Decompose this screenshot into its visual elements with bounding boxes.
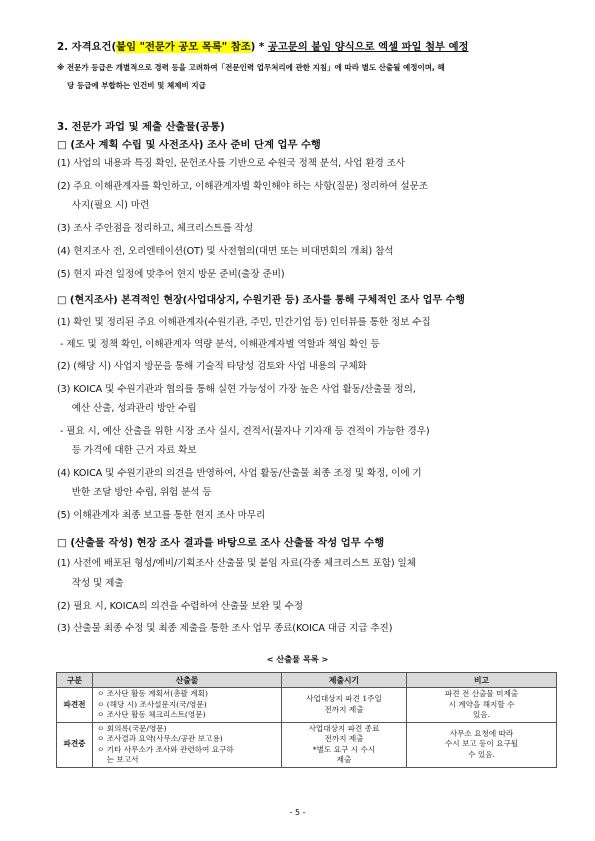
row-outputs	[93, 722, 282, 767]
header-category: 구분	[57, 673, 93, 688]
group-2-line: 반한 조달 방안 수립, 위험 분석 등	[57, 487, 212, 498]
deliverables-table	[56, 672, 557, 768]
remark-line: 수시 보고 등이 요구될	[444, 739, 519, 749]
group-2-line: (4) KOICA 및 수원기관의 의견을 반영하여, 사업 활동/산출물 최종 조정 및 확정, 이에 기	[57, 468, 422, 479]
group-1-line: (2) 주요 이해관계자를 확인하고, 이해관계자별 확인해야 하는 사항(질문) 정리하여 설문조	[57, 181, 428, 192]
group-1-line: (5) 현지 파견 일정에 맞추어 현지 방문 준비(출장 준비)	[57, 269, 285, 280]
section-2-highlight: 붙임 "전문가 공모 목록" 참조	[116, 41, 251, 53]
header-output: 산출물	[93, 673, 282, 688]
section-3-title: 3. 전문가 과업 및 제출 산출물(공통)	[57, 121, 225, 133]
group-1-line: (4) 현지조사 전, 오리엔테이션(OT) 및 사전협의(대면 또는 비대면회의 개최) 참석	[57, 246, 394, 257]
group-1-line: 사지(필요 시) 마련	[57, 200, 150, 211]
group-3-line: (2) 필요 시, KOICA의 의견을 수렴하여 산출물 보완 및 수정	[57, 601, 303, 612]
group-2-line: (2) (해당 시) 사업지 방문을 통해 기술적 타당성 검토와 사업 내용의 구체화	[57, 361, 367, 372]
section-2-suffix: ) *	[250, 41, 268, 53]
row-category: 파견중	[57, 722, 93, 767]
header-timing: 제출시기	[282, 673, 407, 688]
group-3-line: (3) 산출물 최종 수정 및 최종 제출을 통한 조사 업무 종료(KOICA 대금 지급 추진)	[57, 623, 393, 634]
remark-line: 시 계약을 해지할 수	[448, 699, 515, 709]
header-remarks: 비고	[407, 673, 557, 688]
output-item: ㅇ (해당 시) 조사설문지(국/영문)	[97, 699, 207, 709]
row-category: 파견전	[57, 688, 93, 723]
group-2-line: (3) KOICA 및 수원기관과 협의를 통해 실현 가능성이 가장 높은 사업 활동/산출물 정의,	[57, 384, 416, 395]
group-1-line: (3) 조사 주안점을 정리하고, 체크리스트를 작성	[57, 223, 254, 234]
group-2-line: (5) 이해관계자 최종 보고를 통한 현지 조사 마무리	[57, 510, 266, 521]
timing-line: *별도 요구 시 수시	[312, 744, 376, 754]
output-item: ㅇ 조사단 활동 계획서(총괄 계획)	[97, 689, 208, 698]
group-1-line: (1) 사업의 내용과 특징 확인, 문헌조사를 기반으로 수원국 정책 분석, 사업 환경 조사	[57, 158, 405, 169]
timing-line: 사업대상지 파견 1주일	[306, 694, 382, 704]
group-2-line: 등 가격에 대한 근거 자료 확보	[57, 445, 197, 456]
remark-line: 사무소 요청에 따라	[449, 728, 514, 738]
group-2-line: - 필요 시, 예산 산출을 위한 시장 조사 실시, 견적서(물자나 기자재 등 견적이 가능한 경우)	[57, 426, 430, 437]
output-item: ㅇ 조사결과 요약(사무소/공관 보고용)	[97, 734, 223, 743]
row-timing	[282, 722, 407, 767]
group-1-heading: □ (조사 계획 수립 및 사전조사) 조사 준비 단계 업무 수행	[57, 139, 321, 151]
timing-line: 사업대상지 파견 종료	[308, 723, 380, 733]
timing-line: 제출	[336, 755, 352, 764]
section-2-underlined-note: 공고문의 붙임 양식으로 엑셀 파일 첨부 예정	[267, 41, 469, 53]
remark-line: 수 있음.	[468, 749, 495, 759]
deliverables-caption: < 산출물 목록 >	[266, 654, 329, 664]
group-2-line: 예산 산출, 성과관리 방안 수립	[57, 403, 197, 414]
table-header-row	[57, 673, 557, 688]
group-3-line: (1) 사전에 배포된 형성/예비/기획조사 산출물 및 붙임 자료(각종 체크리스트 포함) 일체	[57, 558, 416, 569]
grade-note-line-1: ※ 전문가 등급은 개별적으로 경력 등을 고려하여「전문인력 업무처리에 관한 지침」에 따라 별도 산출될 예정이며, 해	[57, 63, 445, 72]
output-item: ㅇ 기타 사무소가 조사와 관련하여 요구하	[97, 744, 234, 754]
group-3-line: 작성 및 제출	[57, 578, 124, 589]
group-2-line: - 제도 및 정책 확인, 이해관계자 역량 분석, 이해관계자별 역할과 책임 확인 등	[57, 339, 380, 350]
group-3-heading: □ (산출물 작성) 현장 조사 결과를 바탕으로 조사 산출물 작성 업무 수행	[57, 537, 385, 549]
page-number: - 5 -	[289, 808, 306, 817]
grade-note-line-2: 당 등급에 부합하는 인건비 및 체제비 지급	[67, 81, 206, 90]
row-timing	[282, 688, 407, 723]
row-outputs	[93, 688, 282, 723]
remark-line: 있음.	[472, 710, 491, 719]
row-remarks	[407, 688, 557, 723]
timing-line: 전까지 제출	[324, 734, 364, 743]
section-2-heading	[57, 40, 468, 54]
table-row	[57, 722, 557, 767]
output-item: ㅇ 회의록(국문/영문)	[97, 723, 167, 733]
table-row	[57, 688, 557, 723]
group-2-heading: □ (현지조사) 본격적인 현장(사업대상지, 수원기관 등) 조사를 통해 구체적인 조사 업무 수행	[57, 295, 465, 306]
output-item: ㅇ 조사단 활동 체크리스트(영문)	[97, 710, 206, 719]
remark-line: 파견 전 산출물 미제출	[444, 689, 519, 698]
row-remarks	[407, 722, 557, 767]
timing-line: 전까지 제출	[324, 704, 364, 714]
section-2-prefix: 2. 자격요건(	[57, 41, 117, 53]
group-2-line: (1) 확인 및 정리된 주요 이해관계자(수원기관, 주민, 민간기업 등) 인터뷰를 통한 정보 수집	[57, 317, 431, 328]
output-item: 는 보고서	[97, 755, 139, 764]
